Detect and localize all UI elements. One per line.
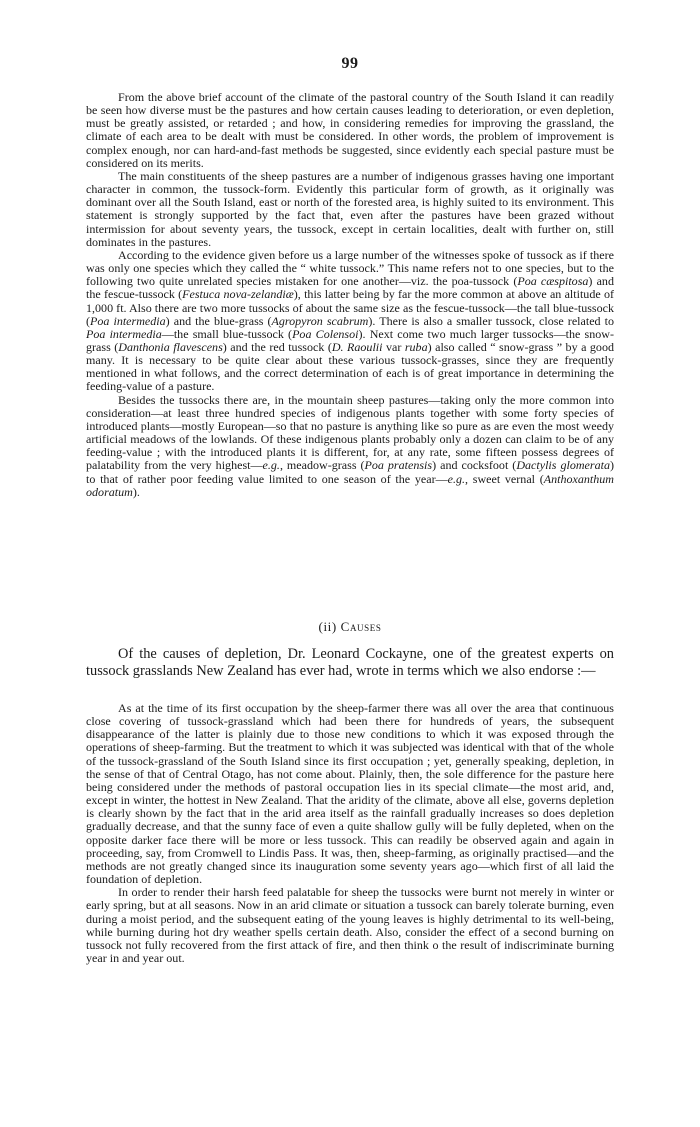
text-run: —the small blue-tussock (: [161, 326, 293, 341]
text-run: , sweet vernal (: [465, 471, 544, 486]
paragraph-other-species: [86, 394, 614, 499]
paragraph-quote-depletion: As at the time of its first occupation by the sheep-farmer there was all over the area that continuous close covering of tussock-grassland which had been there for hundreds of years, the subsequent disappearance of the latter is plainly due to those new conditions to which it was exposed through the operations of sheep-farming. But the treatment to which it was subjected was identical with that of the whole of the tussock-grassland of the South Island since its first occupation ; yet, generally speaking, depletion, in the sense of that of Central Otago, has not come about. Plainly, then, the sole difference for the pasture here being considered under the methods of pastoral occupation lies in its special climate—the most arid, and, except in winter, the hottest in New Zealand. That the aridity of the climate, above all else, governs depletion is clearly shown by the fact that in the arid area itself as the rainfall gradually increases so does depletion gradually decrease, and that the sunny face of even a quite shallow gully will be fully depleted, when on the opposite darker face there will be more or less tussock. This can readily be observed again and again in proceeding, say, from Cromwell to Lindis Pass. It was, then, sheep-farming, as originally practised—and the methods are not greatly changed since its inauguration some seventy years ago—which first of all laid the foundation of depletion.: [86, 701, 614, 887]
text-run: ) and the blue-grass (: [165, 313, 272, 328]
paragraph-climate-summary: From the above brief account of the climate of the pastoral country of the South Island it can readily be seen how diverse must be the pastures and how certain causes leading to deterioration, or even depletion, must be greatly assisted, or retarded ; and how, in considering remedies for improving the grassland, the climate of each area to be dealt with must be considered. In other words, the problem of improvement is complex enough, nor can hard-and-fast methods be suggested, since evidently each special pasture must be considered on its merits.: [86, 90, 614, 170]
text-run: , meadow-grass (: [279, 458, 365, 473]
species-name: Festuca nova-zelandiæ: [182, 287, 294, 302]
abbreviation: e.g.: [447, 471, 466, 486]
text-run: ) to that of rather poor feeding value limited to one season of the year—: [86, 458, 614, 486]
abbreviation: e.g.: [262, 458, 280, 473]
species-name: ruba: [404, 339, 428, 354]
text-run: Besides the tussocks there are, in the mountain sheep pastures—taking only the more common into consideration—at least three hundred species of indigenous plants together with some forty species of introduced plants—mostly European—so that no pasture is anything like so pure as are even the most weedy artificial meadows of the lowlands. Of these indigenous plants probably only a dozen can claim to be of any feeding-value ; with the introduced plants it is different, for, at any rate, some fifteen possess degrees of palatability from the very highest—: [86, 392, 614, 473]
paragraph-quote-burning: In order to render their harsh feed palatable for sheep the tussocks were burnt not merely in winter or early spring, but at all seasons. Now in an arid climate or situation a tussock can barely tolerate burning, even during a moist period, and the subsequent eating of the young leaves is highly detrimental to its well-being, while burning during hot dry weather spells certain death. Also, consider the effect of a second burning on tussock not fully recovered from the first attack of fire, and then think o the result of indiscriminate burning year in and year out.: [86, 885, 614, 965]
species-name: Poa Colensoi: [292, 326, 359, 341]
text-run: ) also called “ snow-grass ” by a good many. It is necessary to be quite clear about these various tussock-grasses, since they are frequently mentioned in what follows, and the correct determination of each is of great importance in determining the feeding-value of a pasture.: [86, 339, 614, 394]
section-one-body: [86, 91, 614, 499]
species-name: Dactylis glomerata: [516, 458, 610, 473]
text-run: ) and the red tussock (: [222, 339, 332, 354]
text-run: ) and the fescue-tussock (: [86, 274, 614, 302]
species-name: Poa intermedia: [90, 313, 166, 328]
text-run: ).: [132, 484, 140, 499]
section-title: Causes: [340, 619, 382, 634]
paragraph-main-constituents: The main constituents of the sheep pastures are a number of indigenous grasses having one important character in common, the tussock-form. Evidently this particular form of growth, as it originally was dominant over all the South Island, east or north of the forested area, is highly suited to its environment. This statement is strongly supported by the fact that, even after the pastures have been grazed without intermission for about seventy years, the tussock, except in certain localities, dealt with further on, still dominates in the pastures.: [86, 168, 614, 249]
section-heading-causes: [0, 619, 700, 635]
species-name: Anthoxanthum odoratum: [86, 471, 614, 499]
species-name: Agropyron scabrum: [271, 313, 369, 328]
paragraph-intro: Of the causes of depletion, Dr. Leonard Cockayne, one of the greatest experts on tussock grasslands New Zealand has ever had, wrote in terms which we also endorse :—: [86, 646, 614, 680]
section-number: (ii): [318, 619, 341, 634]
text-run: ). Next come two much larger tussocks—the snow-grass (: [86, 326, 614, 354]
causes-intro: [86, 646, 614, 680]
text-run: According to the evidence given before us a large number of the witnesses spoke of tussock as if there was only one species which they called the “ white tussock.” This name refers not to one species, but to the following two quite unrelated species mistaken for one another—viz. the poa-tussock (: [86, 247, 614, 289]
text-run: ). There is also a smaller tussock, close related to: [368, 313, 614, 328]
species-name: Poa cæspitosa: [517, 274, 589, 289]
paragraph-tussock-species: [86, 249, 614, 394]
species-name: Danthonia flavescens: [118, 339, 223, 354]
species-name: Poa pratensis: [364, 458, 433, 473]
text-run: ), this latter being by far the more common at above an altitude of 1,000 ft. Also there are two more tussocks of about the same size as the fescue-tussock—the tall blue-tussock (: [86, 287, 614, 328]
text-run: ) and cocksfoot (: [432, 458, 517, 473]
text-run: var: [382, 339, 405, 354]
species-name: D. Raoulii: [331, 339, 383, 354]
page-number: 99: [341, 55, 359, 72]
species-name: Poa intermedia: [86, 326, 162, 341]
quoted-passage: [86, 702, 614, 965]
